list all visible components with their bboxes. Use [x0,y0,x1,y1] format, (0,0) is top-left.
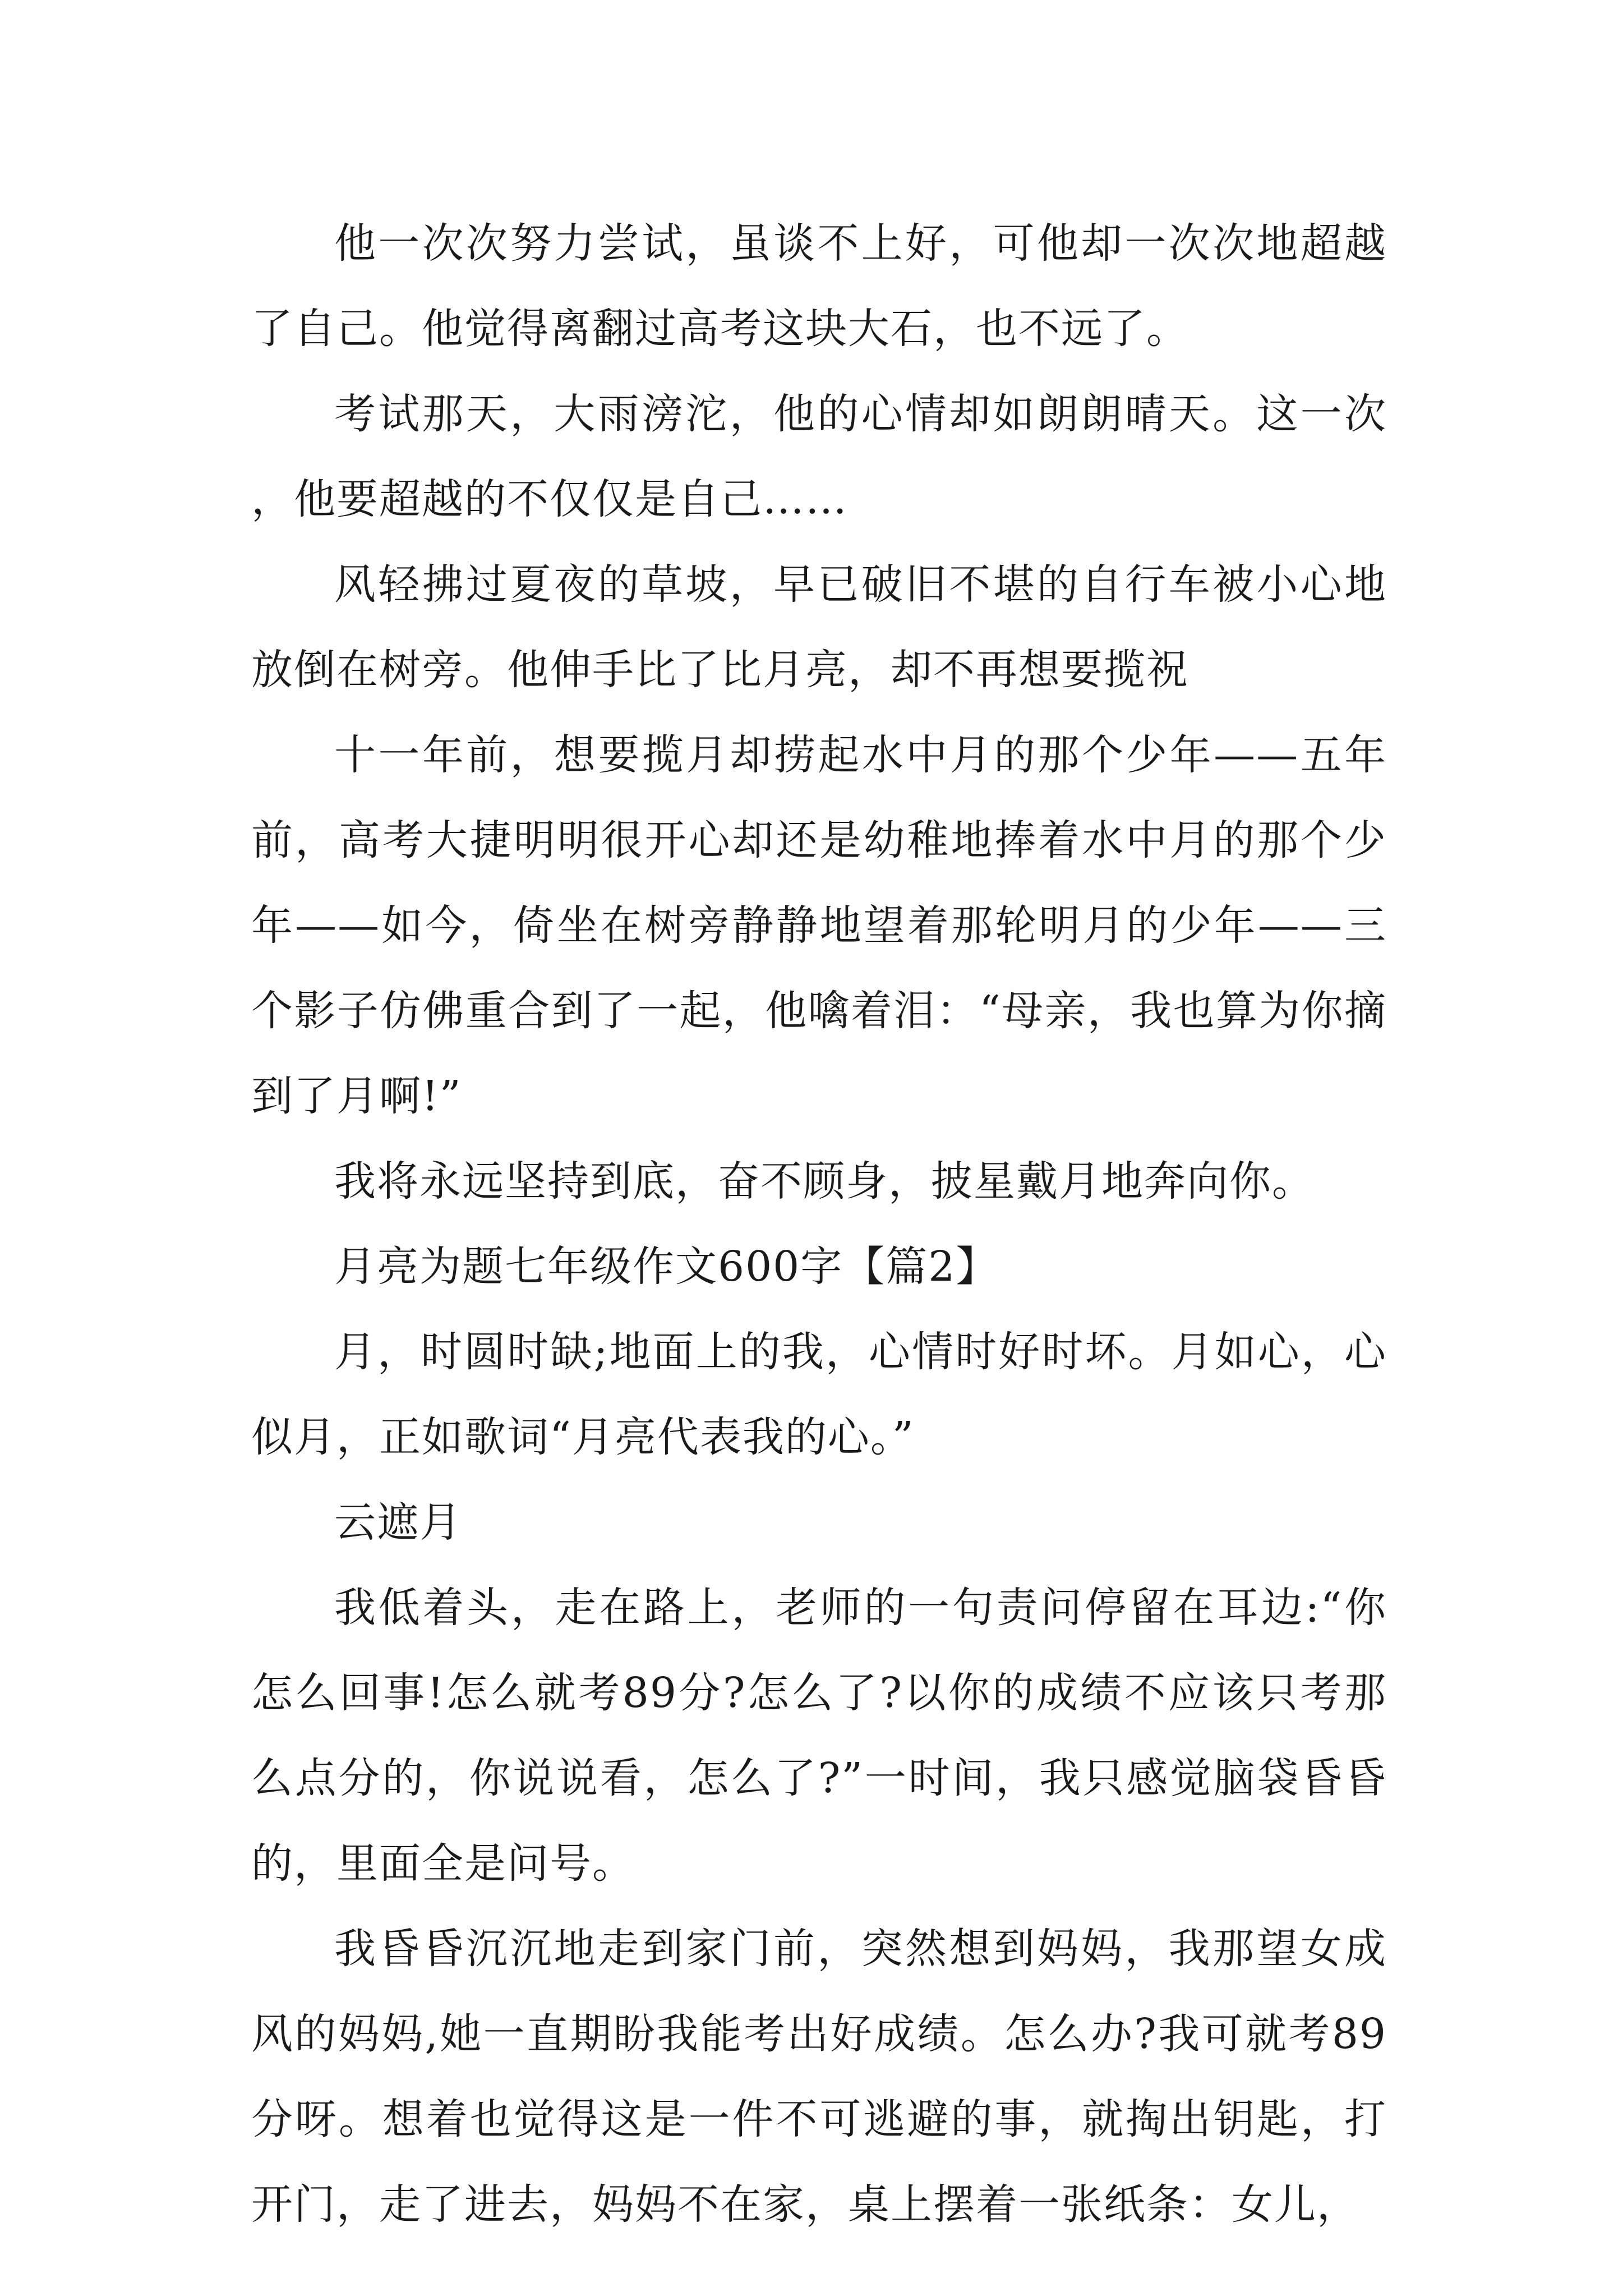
paragraph-5: 我将永远坚持到底，奋不顾身，披星戴月地奔向你。 [334,1157,1315,1205]
paragraph-2: 考试那天，大雨滂沱，他的心情却如朗朗晴天。这一次，他要超越的不仅仅是自己…… [251,390,1387,523]
paragraph-8: 我昏昏沉沉地走到家门前，突然想到妈妈，我那望女成风的妈妈,她一直期盼我能考出好成绩。怎么办?我可就考89分呀。想着也觉得这是一件不可逃避的事，就掏出钥匙，打开门，走了进去，妈妈不在家，桌上摆着一张纸条：女儿， [251,1925,1387,2229]
section-heading: 月亮为题七年级作文600字【篇2】 [334,1243,999,1291]
document-body [251,201,1387,2247]
paragraph-1: 他一次次努力尝试，虽谈不上好，可他却一次次地超越了自己。他觉得离翻过高考这块大石，也不远了。 [251,219,1387,353]
paragraph-7: 我低着头，走在路上，老师的一句责问停留在耳边:“你怎么回事!怎么就考89分?怎么了?以你的成绩不应该只考那么点分的，你说说看，怎么了?”一时间，我只感觉脑袋昏昏的，里面全是问号。 [251,1584,1387,1888]
subheading: 云遮月 [334,1498,462,1547]
paragraph-6: 月，时圆时缺;地面上的我，心情时好时坏。月如心，心似月，正如歌词“月亮代表我的心。” [251,1328,1387,1461]
paragraph-3: 风轻拂过夏夜的草坡，早已破旧不堪的自行车被小心地放倒在树旁。他伸手比了比月亮，却不再想要揽祝 [251,560,1387,694]
paragraph-4: 十一年前，想要揽月却捞起水中月的那个少年——五年前，高考大捷明明很开心却还是幼稚地捧着水中月的那个少年——如今，倚坐在树旁静静地望着那轮明月的少年——三个影子仿佛重合到了一起，他噙着泪：“母亲，我也算为你摘到了月啊!” [251,731,1387,1120]
